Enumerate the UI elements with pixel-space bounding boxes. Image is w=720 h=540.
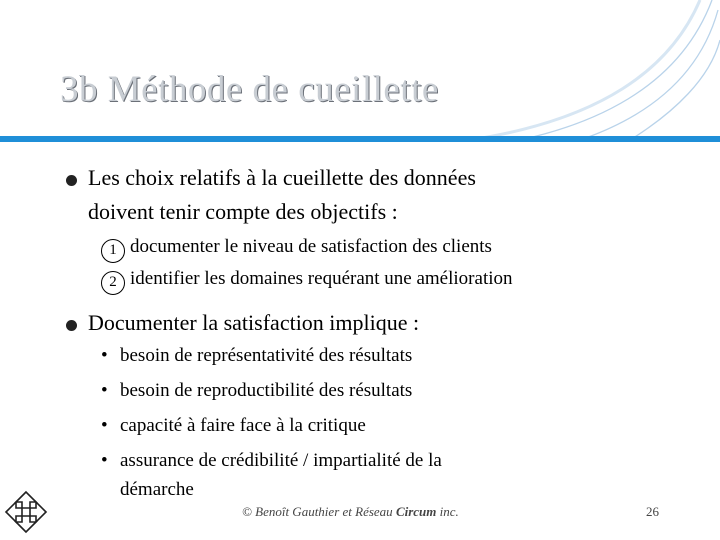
sub-bullet-dot: •	[101, 415, 108, 436]
numbered-item-1	[101, 236, 492, 263]
page-number: 26	[646, 504, 659, 519]
title-rule	[0, 136, 720, 142]
sub-bullet-dot: •	[101, 380, 108, 401]
sub-item-2: besoin de reproductibilité des résultats	[120, 380, 413, 401]
slide-title: 3b Méthode de cueillette	[60, 69, 439, 110]
bullet-1-line-2: doivent tenir compte des objectifs :	[88, 199, 398, 224]
sub-bullet-dot: •	[101, 450, 108, 471]
footer-copyright: © Benoît Gauthier et Réseau Circum inc.	[242, 504, 459, 519]
sub-item-4: assurance de crédibilité / impartialité de la	[120, 450, 442, 471]
numbered-item-2	[101, 268, 513, 295]
navigation-arrows-icon[interactable]	[2, 488, 50, 536]
bullet-1-line-1: Les choix relatifs à la cueillette des données	[88, 165, 476, 190]
sub-bullet-dot: •	[101, 345, 108, 366]
bullet-dot	[66, 175, 77, 186]
sub-item-3: capacité à faire face à la critique	[120, 415, 366, 436]
numbered-item-1-text: documenter le niveau de satisfaction des clients	[130, 236, 492, 257]
numbered-item-2-text: identifier les domaines requérant une amélioration	[130, 268, 513, 289]
bullet-dot	[66, 320, 77, 331]
sub-item-1: besoin de représentativité des résultats	[120, 345, 413, 366]
circled-number-1-icon: 1	[101, 239, 125, 263]
corner-line-decoration	[460, 0, 720, 140]
circled-number-2-icon: 2	[101, 271, 125, 295]
bullet-2-line-1: Documenter la satisfaction implique :	[88, 310, 420, 335]
sub-item-4-continued: démarche	[120, 479, 194, 500]
